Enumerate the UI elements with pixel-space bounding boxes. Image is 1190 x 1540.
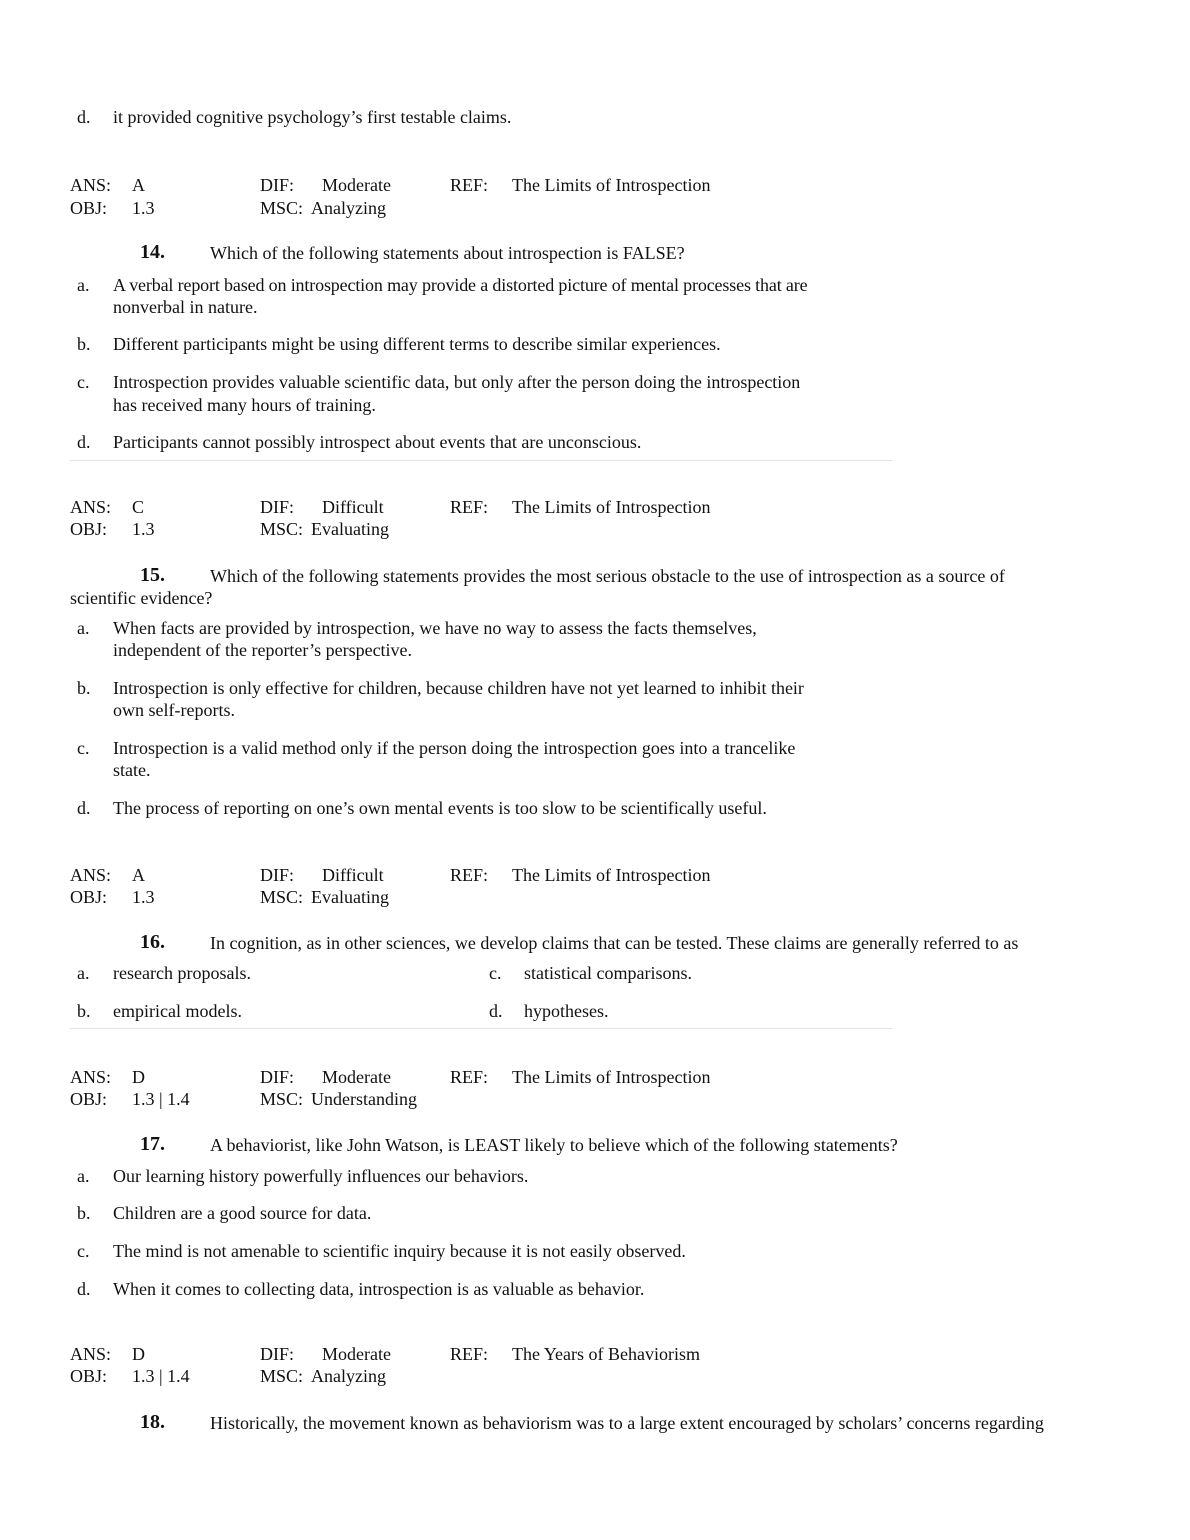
ref-value: The Limits of Introspection [512,497,711,517]
option-text: Our learning history powerfully influences our behaviors. [113,1166,529,1186]
ans-value: D [132,1067,145,1087]
question-text: A behaviorist, like John Watson, is LEAST likely to believe which of the following statements? [210,1135,898,1155]
question-text: In cognition, as in other sciences, we develop claims that can be tested. These claims are generally referred to as [210,933,1019,953]
ref-label: REF: [450,1067,489,1087]
option-text: Children are a good source for data. [113,1203,372,1223]
option-text: hypotheses. [524,1001,609,1021]
obj-value: 1.3 [132,887,155,907]
option-text: independent of the reporter’s perspective. [113,640,413,660]
dif-value: Moderate [322,175,391,195]
msc-label: MSC: [260,1366,304,1386]
dif-value: Difficult [322,865,384,885]
option-letter: a. [77,275,90,295]
ans-label: ANS: [70,865,112,885]
question-text: Historically, the movement known as behaviorism was to a large extent encouraged by scholars’ concerns regarding [210,1413,1044,1433]
ans-value: C [132,497,145,517]
ref-label: REF: [450,1344,489,1364]
option-text: A verbal report based on introspection may provide a distorted picture of mental processes that are [113,275,808,295]
option-text: Participants cannot possibly introspect about events that are unconscious. [113,432,642,452]
option-text: Introspection is only effective for children, because children have not yet learned to inhibit their [113,678,804,698]
question-number: 16. [140,931,165,953]
obj-value: 1.3 [132,519,155,539]
dif-value: Moderate [322,1344,391,1364]
option-text: has received many hours of training. [113,395,376,415]
ans-label: ANS: [70,1067,112,1087]
msc-value: Analyzing [311,1366,386,1386]
divider [70,1028,892,1029]
option-text: The mind is not amenable to scientific inquiry because it is not easily observed. [113,1241,686,1261]
ref-value: The Years of Behaviorism [512,1344,700,1364]
ref-value: The Limits of Introspection [512,865,711,885]
dif-value: Difficult [322,497,384,517]
ans-value: A [132,175,145,195]
option-text: Different participants might be using different terms to describe similar experiences. [113,334,721,354]
option-text: Introspection is a valid method only if the person doing the introspection goes into a trancelike [113,738,796,758]
msc-value: Evaluating [311,887,389,907]
option-letter: b. [77,1203,91,1223]
msc-label: MSC: [260,198,304,218]
option-letter: b. [77,334,91,354]
question-text: scientific evidence? [70,588,213,608]
ans-label: ANS: [70,175,112,195]
ref-label: REF: [450,865,489,885]
option-text: The process of reporting on one’s own mental events is too slow to be scientifically useful. [113,798,767,818]
dif-label: DIF: [260,1344,295,1364]
ref-label: REF: [450,497,489,517]
obj-label: OBJ: [70,519,108,539]
dif-value: Moderate [322,1067,391,1087]
option-letter: c. [77,738,90,758]
option-text: When facts are provided by introspection, we have no way to assess the facts themselves, [113,618,757,638]
ref-label: REF: [450,175,489,195]
msc-label: MSC: [260,887,304,907]
obj-value: 1.3 | 1.4 [132,1366,190,1386]
option-letter: b. [77,678,91,698]
ans-value: D [132,1344,145,1364]
ref-value: The Limits of Introspection [512,175,711,195]
option-text: own self-reports. [113,700,235,720]
msc-value: Understanding [311,1089,417,1109]
option-text: state. [113,760,151,780]
option-text: When it comes to collecting data, introspection is as valuable as behavior. [113,1279,645,1299]
question-number: 15. [140,564,165,586]
option-letter: c. [77,1241,90,1261]
option-letter: c. [77,372,90,392]
question-text: Which of the following statements provides the most serious obstacle to the use of introspection as a source of [210,566,1005,586]
ref-value: The Limits of Introspection [512,1067,711,1087]
obj-label: OBJ: [70,1366,108,1386]
question-number: 14. [140,241,165,263]
msc-label: MSC: [260,1089,304,1109]
obj-value: 1.3 [132,198,155,218]
option-letter: d. [77,798,91,818]
option-text: statistical comparisons. [524,963,692,983]
ans-value: A [132,865,145,885]
ans-label: ANS: [70,497,112,517]
question-number: 17. [140,1133,165,1155]
option-text: Introspection provides valuable scientific data, but only after the person doing the introspection [113,372,801,392]
option-letter: d. [77,107,91,127]
obj-label: OBJ: [70,887,108,907]
option-text: it provided cognitive psychology’s first testable claims. [113,107,512,127]
obj-value: 1.3 | 1.4 [132,1089,190,1109]
obj-label: OBJ: [70,198,108,218]
option-letter: b. [77,1001,91,1021]
question-number: 18. [140,1411,165,1433]
option-letter: c. [489,963,502,983]
option-letter: a. [77,963,90,983]
option-letter: a. [77,1166,90,1186]
divider [70,460,892,461]
msc-value: Evaluating [311,519,389,539]
option-letter: a. [77,618,90,638]
ans-label: ANS: [70,1344,112,1364]
option-letter: d. [489,1001,503,1021]
obj-label: OBJ: [70,1089,108,1109]
msc-label: MSC: [260,519,304,539]
option-letter: d. [77,1279,91,1299]
option-text: research proposals. [113,963,251,983]
question-text: Which of the following statements about introspection is FALSE? [210,243,685,263]
dif-label: DIF: [260,497,295,517]
dif-label: DIF: [260,175,295,195]
dif-label: DIF: [260,1067,295,1087]
dif-label: DIF: [260,865,295,885]
msc-value: Analyzing [311,198,386,218]
option-text: nonverbal in nature. [113,297,258,317]
option-letter: d. [77,432,91,452]
option-text: empirical models. [113,1001,242,1021]
